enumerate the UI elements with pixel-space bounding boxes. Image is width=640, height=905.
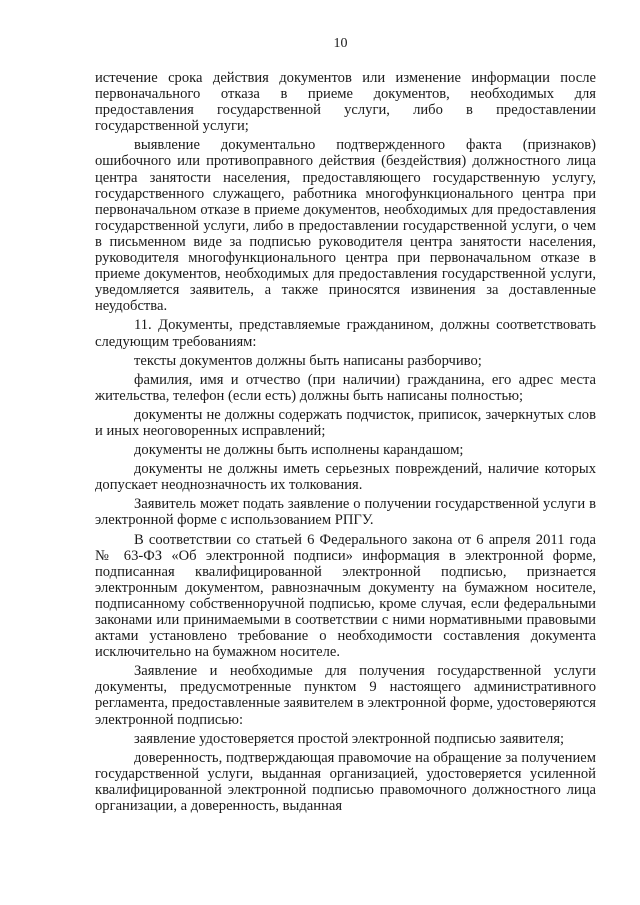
paragraph-7: документы не должны быть исполнены карандашом; xyxy=(134,442,464,459)
paragraph-5: фамилия, имя и отчество (при наличии) гражданина, его адрес места жительства, телефон (если есть) должны быть написаны полностью; xyxy=(95,371,596,404)
paragraph-6: документы не должны содержать подчисток, приписок, зачеркнутых слов и иных неоговоренных исправлений; xyxy=(95,406,596,439)
paragraph-1: истечение срока действия документов или изменение информации после первоначального отказа в приеме документов, необходимых для предоставления государственной услуги, либо в предоставлении государственной услуги; xyxy=(95,70,596,135)
paragraph-8: документы не должны иметь серьезных повреждений, наличие которых допускает неоднозначность их толкования. xyxy=(95,461,596,494)
paragraph-10: В соответствии со статьей 6 Федерального закона от 6 апреля 2011 года № 63-ФЗ «Об электронной подписи» информация в электронной форме, подписанная квалифицированной электронной подписью, признается электронным документом, равнозначным документу на бумажном носителе, подписанному собственноручной подписью, кроме случая, если федеральными законами или принимаемыми в соответствии с ними нормативными правовыми актами установлено требование о необходимости составления документа исключительно на бумажном носителе. xyxy=(95,531,596,661)
paragraph-13: доверенность, подтверждающая правомочие на обращение за получением государственной услуги, выданная организацией, удостоверяется усиленной квалифицированной электронной подписью правомочного должностного лица организации, а доверенность, выданная xyxy=(95,749,596,815)
paragraph-11: Заявление и необходимые для получения государственной услуги документы, предусмотренные пунктом 9 настоящего административного регламента, предоставленные заявителем в электронной форме, удостоверяются электронной подписью: xyxy=(95,663,596,728)
paragraph-4: тексты документов должны быть написаны разборчиво; xyxy=(134,352,482,369)
document-body xyxy=(95,70,596,814)
paragraph-3: 11. Документы, представляемые гражданином, должны соответствовать следующим требованиям: xyxy=(95,317,596,350)
paragraph-12: заявление удостоверяется простой электронной подписью заявителя; xyxy=(134,730,565,747)
page-number: 10 xyxy=(333,36,348,51)
paragraph-2: выявление документально подтвержденного факта (признаков) ошибочного или противоправного действия (бездействия) должностного лица центра занятости населения, предоставляющего государственную услугу, государственного служащего, работника многофункционального центра при первоначальном отказе в приеме документов, необходимых для предоставления государственной услуги, либо в предоставлении государственной услуги, о чем в письменном виде за подписью руководителя центра занятости населения, руководителя многофункционального центра при первоначальном отказе в приеме документов, необходимых для предоставления государственной услуги, уведомляется заявитель, а также приносятся извинения за доставленные неудобства. xyxy=(95,137,596,315)
paragraph-9: Заявитель может подать заявление о получении государственной услуги в электронной форме с использованием РПГУ. xyxy=(95,496,596,529)
